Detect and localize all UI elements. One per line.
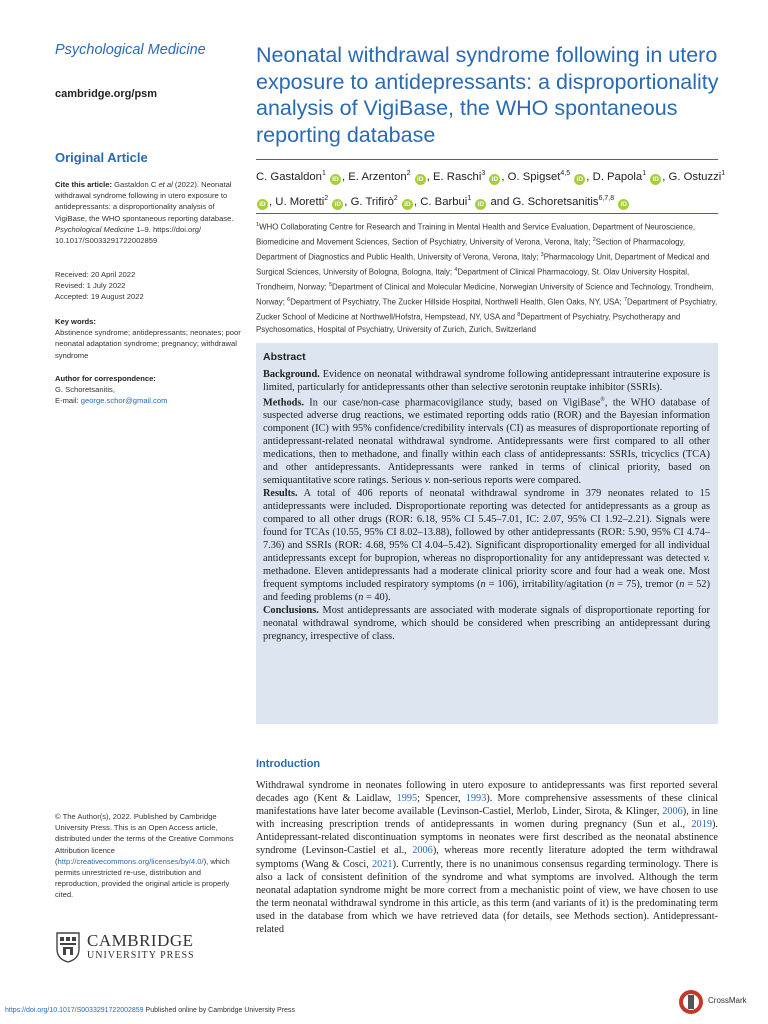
author-separator: , <box>269 195 276 208</box>
methods-text-2: , the WHO database of suspected adverse drug reactions, we estimated reporting odds ratio (ROR) and the Bayesian information component (IC) with 95% confidence/credibility intervals (CI) as measures of disproportionate reporting of antidepressant-related neonatal withdrawal syndrome. Antidepressants were first compared to all other medications, then to methadone, and finally within each class of antidepressants: SSRIs, tricyclics (TCA) and other antidepressants. Antidepressants were ranked in terms of clinical priority, based on semiquantitative score ratings. Serious <box>263 397 710 487</box>
background-text: Evidence on neonatal withdrawal syndrome following antidepressant intrauterine exposure is limited, particularly for antidepressants other than selective serotonin reuptake inhibitor (SSRIs). <box>263 369 710 393</box>
conclusions-text: Most antidepressants are associated with moderate signals of disproportionate reporting for neonatal withdrawal syndrome, which should be considered when prescribing an antidepressant during pregnancy, irrespective of class. <box>263 605 710 643</box>
reference-link[interactable]: 1995 <box>396 793 418 805</box>
author-affiliation-number: 1 <box>467 194 472 202</box>
results-label: Results. <box>263 488 298 500</box>
orcid-icon[interactable]: iD <box>650 174 661 185</box>
background-label: Background. <box>263 369 320 380</box>
correspondence-block <box>55 373 245 407</box>
affiliation-number: 5 <box>328 282 333 289</box>
accepted-date: Accepted: 19 August 2022 <box>55 292 144 302</box>
conclusions-label: Conclusions. <box>263 605 319 617</box>
affiliations <box>256 219 722 337</box>
orcid-icon[interactable]: iD <box>332 199 343 210</box>
introduction-heading: Introduction <box>256 758 321 770</box>
results-text-6: = 40). <box>363 592 391 604</box>
journal-website-link[interactable]: cambridge.org/psm <box>55 88 158 100</box>
abstract-conclusions <box>263 604 710 643</box>
intro-text: ). Currently, there is no unanimous consensus regarding terminology. There is also a lack of consistent definition of the syndrome and what symptoms are involved. Although the term neonatal adaptation syndrome might be more correct from a mechanistic point of view, we have chosen to use the term neonatal withdrawal syndrome in this article, as this term (and variants of it) is the predominating term used in the database from which we have retrieved data (for details, see Methods section). Antidepressant-related <box>256 858 718 936</box>
abstract-box <box>256 343 718 724</box>
intro-text: ), whereas more recently literature adopted the term withdrawal symptoms (Wang & Cosci, <box>256 845 719 870</box>
author <box>420 196 512 208</box>
results-text-3: = 106), irritability/agitation ( <box>485 579 610 591</box>
orcid-icon[interactable]: iD <box>618 199 629 210</box>
title-divider <box>256 159 718 160</box>
crossmark-label: CrossMark <box>708 996 747 1005</box>
author-name: E. Raschi <box>433 170 482 183</box>
author-affiliation-number: 6,7,8 <box>598 194 615 202</box>
abstract-heading: Abstract <box>263 351 306 363</box>
affiliation-number: 3 <box>540 252 544 259</box>
methods-versus: v. <box>424 475 431 487</box>
publisher-subname: UNIVERSITY PRESS <box>87 950 195 961</box>
affiliation-number: 2 <box>592 237 596 244</box>
author-affiliation-number: 4,5 <box>560 170 571 177</box>
affiliation-text: Department of Clinical and Molecular Medicine, Norwegian University of Science and Technology, Trondheim, Norway; <box>256 282 714 307</box>
author-separator: , <box>426 170 433 183</box>
affiliation-text: Department of Psychiatry, Psychotherapy and Psychosomatics, Hospital of Psychiatry, University of Zurich, Zurich, Switzerland <box>256 312 681 335</box>
license-link[interactable]: http://creativecommons.org/licenses/by/4.0/ <box>57 856 204 866</box>
intro-text: Withdrawal syndrome in neonates following in utero exposure to antidepressants was first reported several decades ago (Kent & Laidlaw, <box>256 780 718 805</box>
orcid-icon[interactable]: iD <box>415 174 426 185</box>
orcid-icon[interactable]: iD <box>475 199 486 210</box>
reference-link[interactable]: 2006 <box>662 806 683 818</box>
author-separator: , <box>501 170 508 183</box>
intro-text: ), in line with increasing prescription trends of antidepressants in women during pregnancy (Sun et al., <box>256 806 718 831</box>
journal-name: Psychological Medicine <box>55 42 206 58</box>
abstract-body <box>263 368 710 643</box>
results-n-4: n <box>358 592 364 604</box>
affiliation-text: Department of Psychiatry, Zucker School of Medicine at Northwell/Hofstra, Hempstead, NY, USA and <box>256 297 718 322</box>
results-n-3: n <box>679 579 685 591</box>
abstract-background <box>263 368 710 394</box>
author <box>351 196 421 208</box>
reference-link[interactable]: 2021 <box>371 858 393 870</box>
cite-journal: Psychological Medicine <box>55 224 134 234</box>
license-notice <box>55 811 245 901</box>
article-type: Original Article <box>55 150 148 165</box>
affiliation-text: Section of Pharmacology, Department of Diagnostics and Public Health, University of Verona, Verona, Italy; <box>256 237 686 262</box>
author-affiliation-number: 1 <box>642 170 647 177</box>
affiliation-number: 4 <box>454 267 458 274</box>
author-affiliation-number: 1 <box>321 170 326 177</box>
author-name: G. Trifirò <box>350 195 394 208</box>
methods-label: Methods. <box>263 397 304 409</box>
author-separator: , <box>344 195 351 208</box>
cite-et-al: et al <box>158 180 173 189</box>
orcid-icon[interactable]: iD <box>257 199 268 210</box>
author-separator: and <box>487 195 513 208</box>
results-text-2: methadone. Eleven antidepressants had a moderate clinical priority score and four had a weak one. Most frequent symptoms included respiratory symptoms ( <box>263 566 710 591</box>
author <box>256 171 348 183</box>
results-text-5: = 52) and feeding problems ( <box>263 579 711 604</box>
affiliation-text: Department of Clinical Pharmacology, St. Olav University Hospital, Trondheim, Norway; <box>256 267 690 292</box>
intro-text: ). More comprehensive assessments of these clinical manifestations have later become available (Levinson-Castiel, Merlob, Linder, Sirota, & Klinger, <box>256 793 718 818</box>
license-text-2: ), which permits unrestricted re-use, distribution and reproduction, provided the original article is properly cited. <box>55 856 230 900</box>
registered-mark: ® <box>600 397 605 403</box>
reference-link[interactable]: 1993 <box>465 793 487 805</box>
cambridge-university-press-logo <box>55 931 195 963</box>
methods-text-3: non-serious reports were compared. <box>433 475 582 487</box>
correspondence-label: Author for correspondence: <box>55 374 156 383</box>
correspondence-email-line <box>55 395 245 406</box>
author <box>433 171 508 183</box>
keywords-block <box>55 316 245 361</box>
keywords-label: Key words: <box>55 317 96 326</box>
license-text: © The Author(s), 2022. Published by Cambridge University Press. This is an Open Access article, distributed under the terms of the Creative Commons Attribution licence ( <box>55 812 234 866</box>
email-link[interactable]: george.schor@gmail.com <box>80 396 168 406</box>
affiliation-text: Department of Psychiatry, The Zucker Hillside Hospital, Northwell Health, Glen Oaks, NY, USA; <box>290 297 624 307</box>
author-affiliation-number: 2 <box>324 194 329 202</box>
introduction-body <box>256 779 718 936</box>
reference-link[interactable]: 2006 <box>412 845 433 857</box>
affiliation-text: Pharmacology Unit, Department of Medical and Surgical Sciences, University of Bologna, Bologna, Italy; <box>256 252 710 277</box>
author-affiliation-number: 2 <box>393 194 398 202</box>
email-label: E-mail: <box>55 396 79 406</box>
author-name: E. Arzenton <box>348 170 407 183</box>
author <box>348 171 433 183</box>
author-name: C. Barbui <box>420 195 468 208</box>
dates-block <box>55 269 245 303</box>
cite-label: Cite this article: <box>55 180 112 189</box>
author <box>513 196 631 208</box>
correspondence-name: G. Schoretsanitis, <box>55 385 115 395</box>
results-text-4: = 75), tremor ( <box>614 579 680 591</box>
author <box>593 171 669 183</box>
affiliation-number: 6 <box>287 297 291 304</box>
results-n-1: n <box>480 579 486 591</box>
author-affiliation-number: 1 <box>721 170 726 177</box>
author-separator: , <box>662 170 669 183</box>
affiliation-number: 1 <box>256 222 260 228</box>
abstract-methods <box>263 394 710 487</box>
author-list <box>256 163 726 213</box>
author-separator: , <box>341 170 349 183</box>
citation-block <box>55 179 245 246</box>
orcid-icon[interactable]: iD <box>489 174 500 185</box>
author-name: C. Gastaldon <box>256 170 322 183</box>
results-text: A total of 406 reports of neonatal withdrawal syndrome in 379 neonates related to 15 antidepressants were included. Disproportionate reporting was detected for antidepressants as a group as compared to all other drugs (ROR: 6.18, 95% CI 5.45–7.01, IC: 2.07, 95% CI 1.92–2.21). Signals were found for TCAs (10.55, 95% CI 8.02–13.88), followed by other antidepressants (ROR: 5.90, 95% CI 4.74–7.36) and SSRIs (ROR: 4.68, 95% CI 4.04–5.42). Significant disproportionality emerged for all individual antidepressants except for bupropion, whereas no disproportionality for any antidepressant was detected <box>263 488 710 565</box>
footer-text: Published online by Cambridge University Press <box>143 1007 295 1014</box>
keywords-text: Abstinence syndrome; antidepressants; neonates; poor neonatal adaptation syndrome; pregnancy; withdrawal syndrome <box>55 328 241 360</box>
crossmark-badge[interactable] <box>678 987 758 1017</box>
author <box>508 171 593 183</box>
author-affiliation-number: 2 <box>406 170 411 177</box>
author-name: G. Ostuzzi <box>668 170 722 183</box>
affiliation-text: WHO Collaborating Centre for Research and Training in Mental Health and Service Evaluation, Department of Neuroscience, Biomedicine and Movement Sciences, Section of Psychiatry, University of Verona, Verona, Italy; <box>256 222 696 247</box>
article-title: Neonatal withdrawal syndrome following in utero exposure to antidepressants: a disproportionality analysis of VigiBase, the WHO spontaneous reporting database <box>256 43 719 147</box>
methods-text: In our case/non-case pharmacovigilance study, based on VigiBase <box>309 397 601 409</box>
affiliation-number: 8 <box>517 312 521 319</box>
affiliation-number: 7 <box>623 297 627 304</box>
author-name: O. Spigset <box>507 170 561 183</box>
received-date: Received: 20 April 2022 <box>55 270 136 279</box>
results-versus: v. <box>703 553 711 565</box>
orcid-icon[interactable]: iD <box>402 199 413 210</box>
intro-text: ). Antidepressant-related discontinuation symptoms in neonates were first described as the neonatal abstinence syndrome (Levinson-Castiel et al., <box>256 819 718 857</box>
author-separator: , <box>586 170 593 183</box>
author-name: G. Schoretsanitis <box>512 195 599 208</box>
author-name: D. Papola <box>592 170 643 183</box>
intro-text: ; Spencer, <box>417 793 466 805</box>
publisher-name: CAMBRIDGE <box>87 931 194 950</box>
orcid-icon[interactable]: iD <box>574 174 585 185</box>
cite-doi-link[interactable]: 1–9. https://doi.org/ 10.1017/S0033291722002859 <box>55 224 202 246</box>
author <box>275 196 350 208</box>
footer-doi-link[interactable]: https://doi.org/10.1017/S0033291722002859 <box>5 1007 144 1014</box>
reference-link[interactable]: 2019 <box>691 819 712 831</box>
author-name: U. Moretti <box>275 195 325 208</box>
crossmark-icon <box>678 989 704 1015</box>
authors-divider <box>256 213 718 214</box>
orcid-icon[interactable]: iD <box>330 174 341 185</box>
cite-text-2: (2022). Neonatal withdrawal syndrome following in utero exposure to antidepressants: a disproportionality analysis of VigiBase, the WHO spontaneous reporting database. <box>55 180 234 223</box>
results-n-2: n <box>609 579 615 591</box>
revised-date: Revised: 1 July 2022 <box>55 281 126 291</box>
abstract-results <box>263 487 710 604</box>
page-footer <box>5 1007 295 1014</box>
cite-text: Gastaldon C <box>114 180 157 189</box>
author-affiliation-number: 3 <box>481 170 486 177</box>
author-separator: , <box>413 195 421 208</box>
